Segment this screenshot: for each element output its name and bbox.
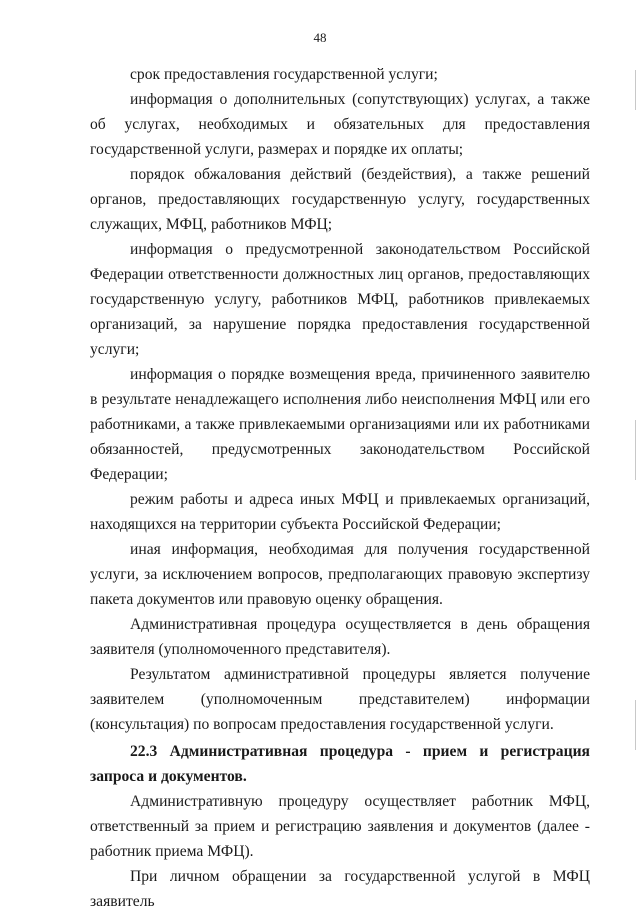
paragraph-personal-appeal: При личном обращении за государственной услугой в МФЦ заявитель xyxy=(90,868,590,910)
page-number: 48 xyxy=(313,30,327,45)
paragraph-other-info: иная информация, необходимая для получения государственной услуги, за исключением вопросов, предполагающих правовую экспертизу пакета документов или правовую оценку обращения. xyxy=(90,541,590,608)
paragraph-procedure-performer: Административную процедуру осуществляет работник МФЦ, ответственный за прием и регистрацию заявления и документов (далее - работник приема МФЦ). xyxy=(90,793,590,860)
paragraph-procedure-day: Административная процедура осуществляется в день обращения заявителя (уполномоченного представителя). xyxy=(90,616,590,658)
paragraph-additional-services: информация о дополнительных (сопутствующих) услугах, а также об услугах, необходимых и обязательных для предоставления государственной услуги, размерах и порядке их оплаты; xyxy=(90,91,590,158)
paragraph-working-hours: режим работы и адреса иных МФЦ и привлекаемых организаций, находящихся на территории субъекта Российской Федерации; xyxy=(90,491,590,533)
paragraph-appeal-procedure: порядок обжалования действий (бездействия), а также решений органов, предоставляющих государственную услугу, государственных служащих, МФЦ, работников МФЦ; xyxy=(90,166,590,233)
paragraph-responsibility: информация о предусмотренной законодательством Российской Федерации ответственности должностных лиц органов, предоставляющих государственную услугу, работников МФЦ, работников привлекаемых организаций, за нарушение порядка предоставления государственной услуги; xyxy=(90,241,590,358)
scan-edge-mark xyxy=(635,700,636,750)
document-body xyxy=(90,62,590,914)
paragraph-procedure-result: Результатом административной процедуры является получение заявителем (уполномоченным представителем) информации (консультация) по вопросам предоставления государственной услуги. xyxy=(90,666,590,733)
scan-edge-mark xyxy=(635,420,636,480)
scan-edge-mark xyxy=(635,70,636,110)
paragraph-compensation: информация о порядке возмещения вреда, причиненного заявителю в результате ненадлежащего исполнения либо неисполнения МФЦ или его работниками, а также привлекаемыми организациями или их работниками обязанностей, предусмотренных законодательством Российской Федерации; xyxy=(90,366,590,483)
section-heading-22-3: 22.3 Административная процедура - прием и регистрация запроса и документов. xyxy=(90,743,590,785)
paragraph-term: срок предоставления государственной услуги; xyxy=(130,66,438,83)
